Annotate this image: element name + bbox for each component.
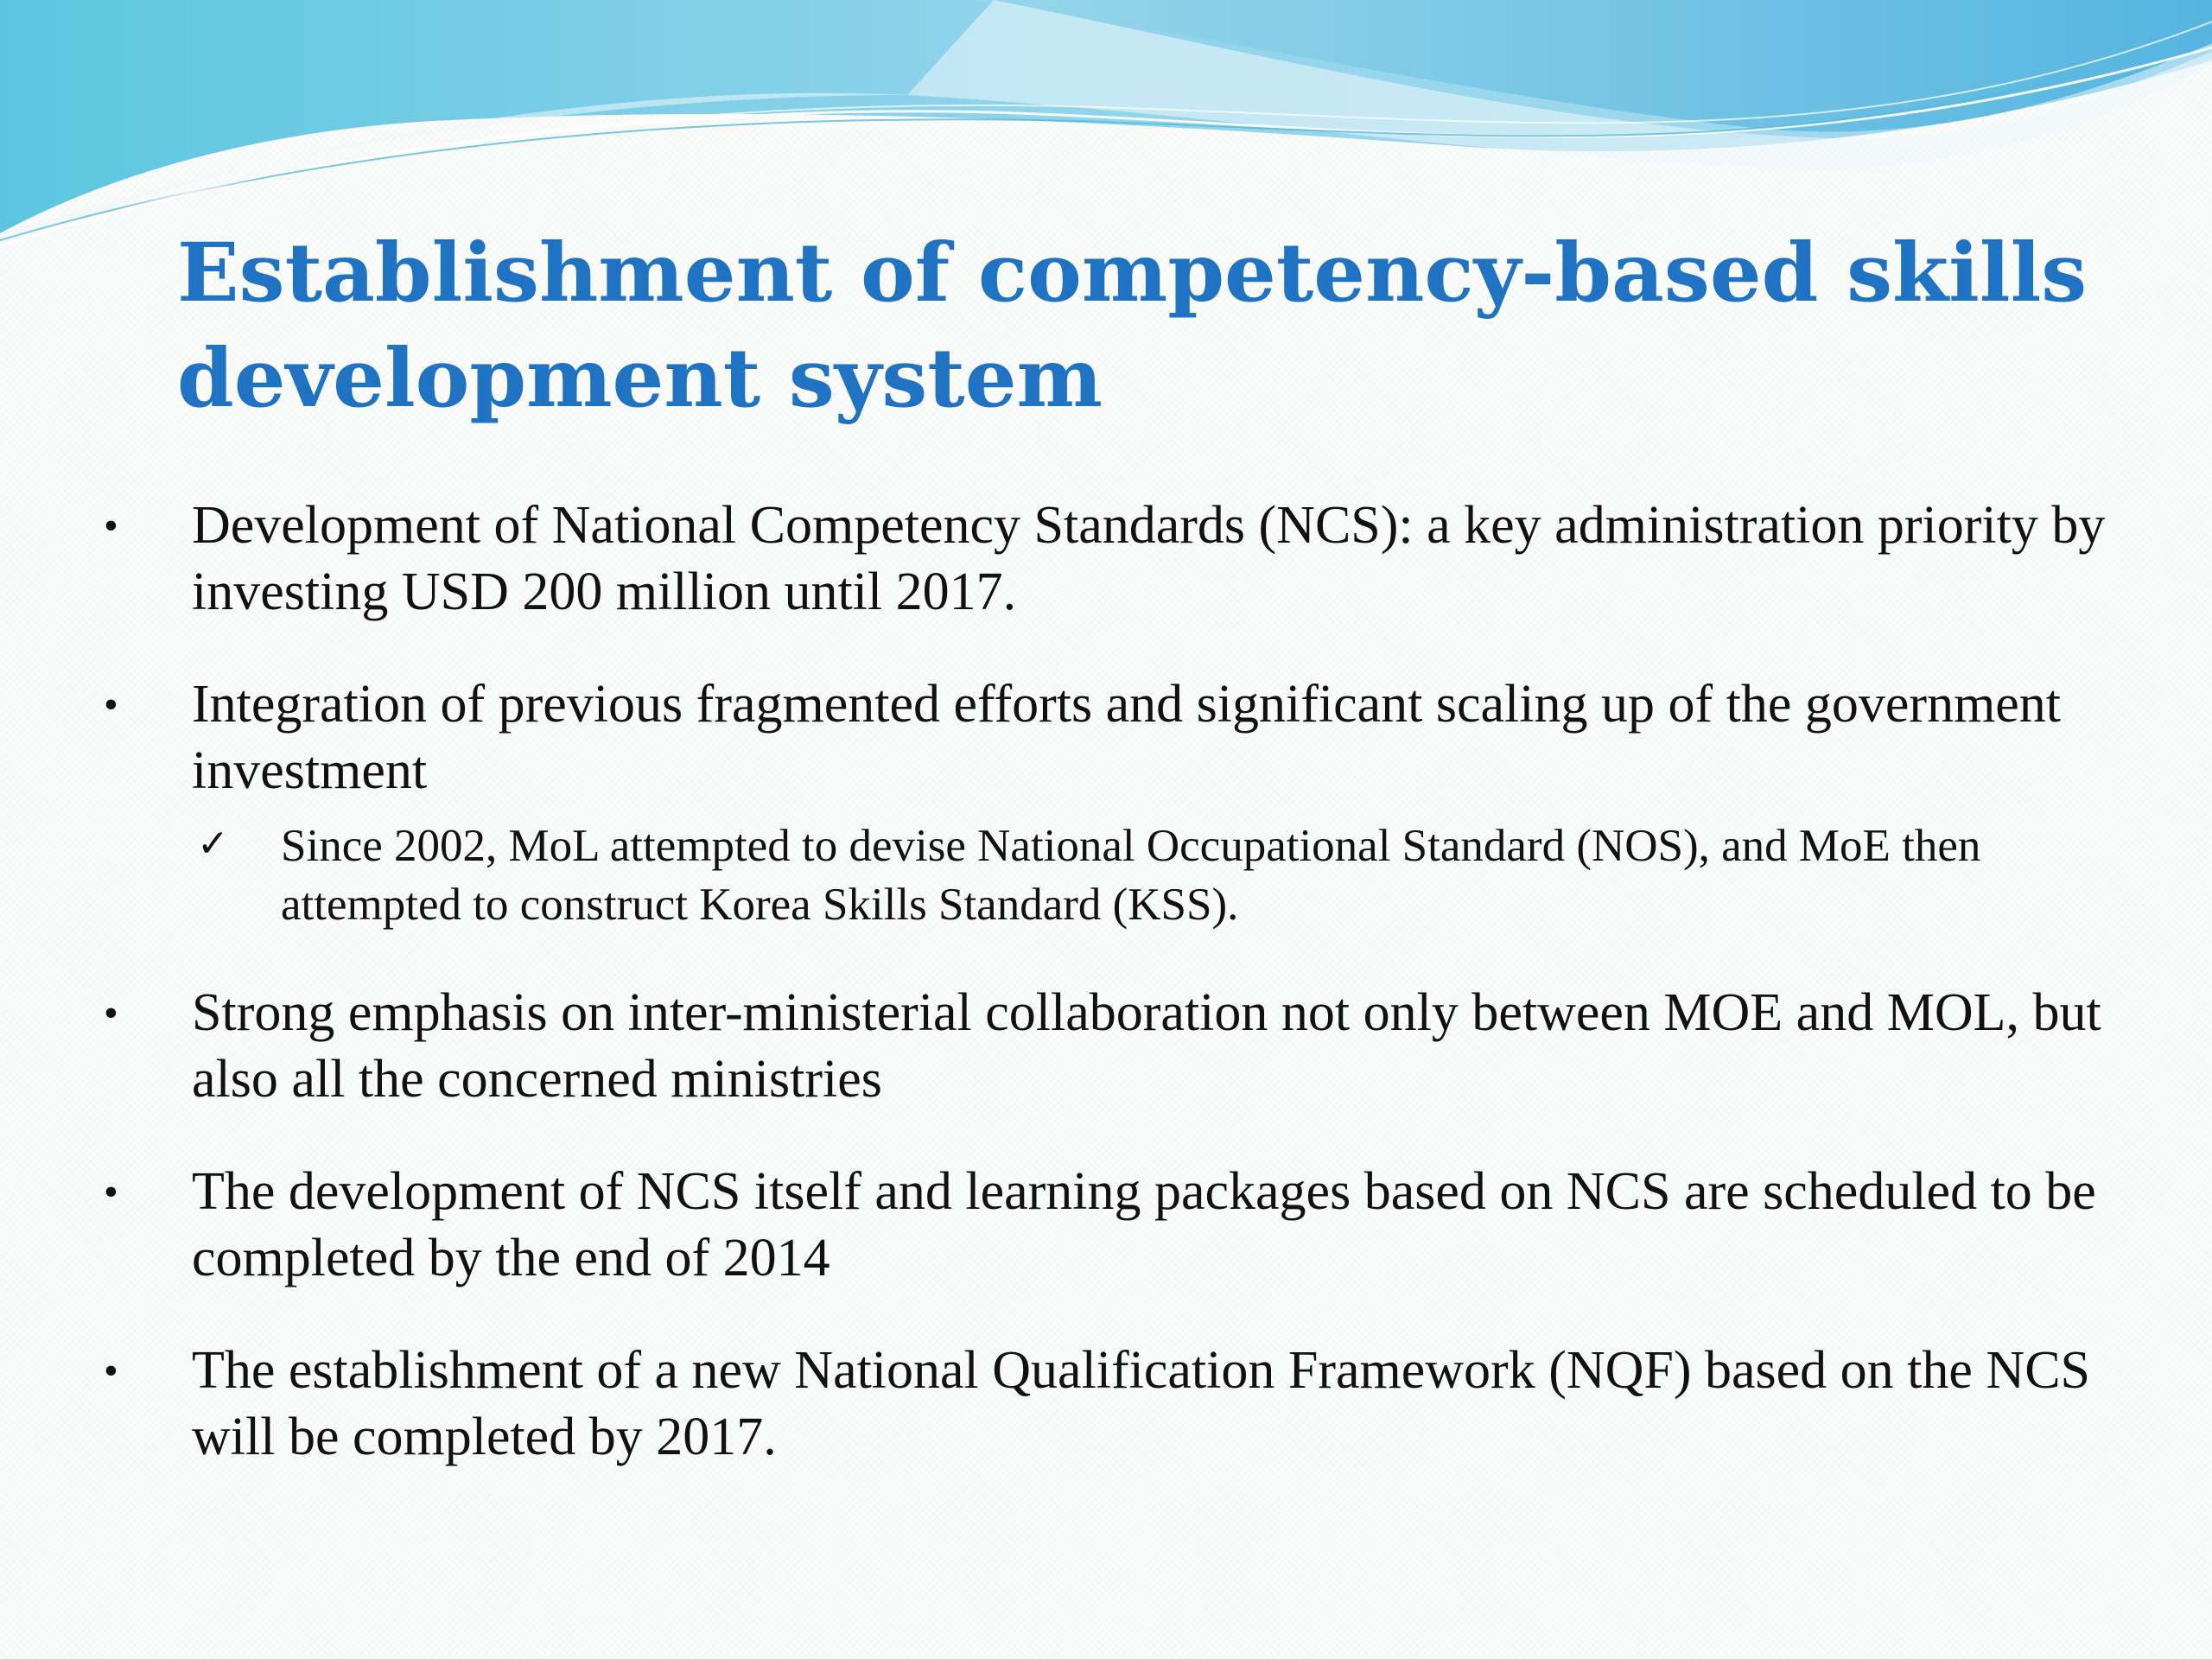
checkmark-icon: ✓ <box>197 822 229 866</box>
sub-bullet-item <box>0 817 2143 934</box>
bullet-item <box>0 493 2212 626</box>
slide-title: Establishment of competency-based skills development system <box>177 226 2088 426</box>
bullet-item <box>0 1159 2212 1292</box>
sub-bullet-text: Since 2002, MoL attempted to devise National Occupational Standard (NOS), and MoE then attempted to construct Korea Skills Standard (KSS). <box>281 821 1981 930</box>
bullet-text: The establishment of a new National Qualification Framework (NQF) based on the NCS will be completed by 2017. <box>192 1341 2091 1466</box>
bullet-text: Development of National Competency Standards (NCS): a key administration priority by investing USD 200 million until 2017. <box>192 496 2106 621</box>
bullet-dot-icon: • <box>104 990 118 1036</box>
bullet-item <box>0 1338 2212 1471</box>
bullet-item <box>0 980 2212 1113</box>
bullet-text: Strong emphasis on inter-ministerial collaboration not only between MOE and MOL, but also all the concerned ministries <box>192 983 2101 1109</box>
bullet-dot-icon: • <box>104 1169 118 1215</box>
bullet-dot-icon: • <box>104 503 118 549</box>
bullet-text: Integration of previous fragmented efforts and significant scaling up of the government investment <box>192 675 2062 800</box>
bullet-dot-icon: • <box>104 682 118 728</box>
bullet-item <box>0 671 2212 934</box>
bullet-list <box>0 493 2212 1471</box>
sub-bullet-list <box>192 817 2143 934</box>
bullet-text: The development of NCS itself and learning packages based on NCS are scheduled to be completed by the end of 2014 <box>192 1162 2096 1287</box>
bullet-dot-icon: • <box>104 1348 118 1394</box>
